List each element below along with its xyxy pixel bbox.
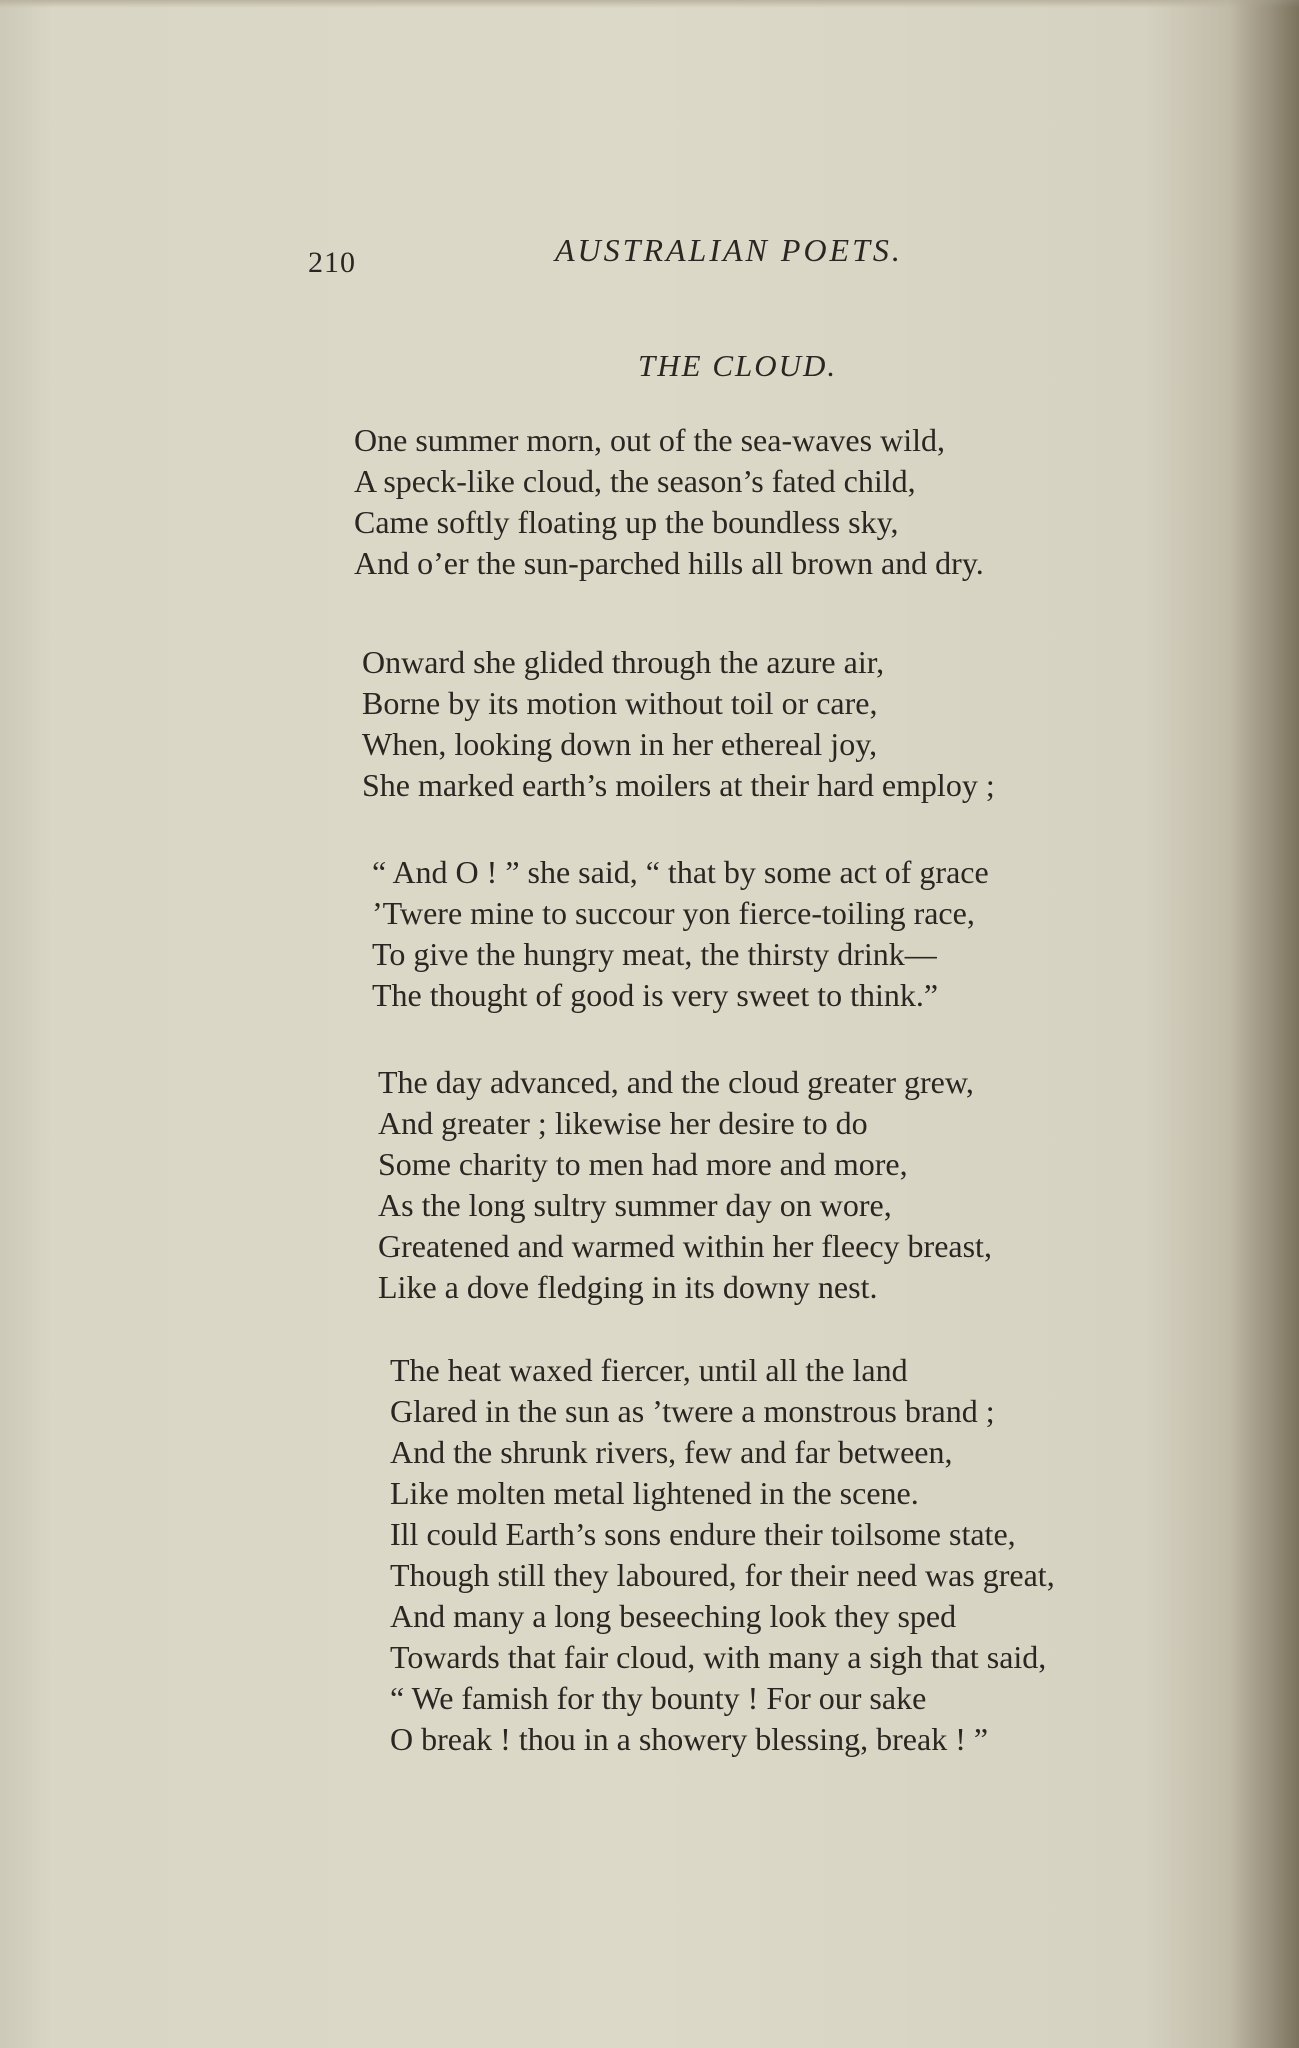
poem-line: And many a long beseeching look they sped [390, 1598, 957, 1634]
poem-line: O break ! thou in a showery blessing, break ! ” [390, 1721, 989, 1757]
poem-line: To give the hungry meat, the thirsty drink— [372, 936, 937, 972]
poem-line: Came softly floating up the boundless sky, [354, 504, 899, 540]
stanza-1 [354, 420, 984, 584]
poem-line: And o’er the sun-parched hills all brown and dry. [354, 545, 984, 581]
stanza-2 [362, 642, 995, 806]
poem-title: THE CLOUD. [638, 348, 838, 383]
stanza-5 [390, 1350, 1055, 1760]
poem-line: She marked earth’s moilers at their hard employ ; [362, 767, 995, 803]
poem-line: As the long sultry summer day on wore, [378, 1187, 892, 1223]
poem-line: When, looking down in her ethereal joy, [362, 726, 878, 762]
poem-line: Onward she glided through the azure air, [362, 644, 885, 680]
poem-line: One summer morn, out of the sea-waves wild, [354, 422, 945, 458]
poem-line: And greater ; likewise her desire to do [378, 1105, 868, 1141]
poem-line: Towards that fair cloud, with many a sigh that said, [390, 1639, 1047, 1675]
poem-line: Ill could Earth’s sons endure their toilsome state, [390, 1516, 1016, 1552]
poem-line: “ And O ! ” she said, “ that by some act of grace [372, 854, 989, 890]
poem-line: The day advanced, and the cloud greater grew, [378, 1064, 974, 1100]
poem-line: The heat waxed fiercer, until all the land [390, 1352, 908, 1388]
poem-line: ’Twere mine to succour yon fierce-toiling race, [372, 895, 975, 931]
stanza-3 [372, 852, 989, 1016]
poem-line: Glared in the sun as ’twere a monstrous brand ; [390, 1393, 995, 1429]
poem-line: Borne by its motion without toil or care, [362, 685, 878, 721]
poem-line: And the shrunk rivers, few and far between, [390, 1434, 953, 1470]
poem-line: “ We famish for thy bounty ! For our sake [390, 1680, 927, 1716]
poem-line: A speck-like cloud, the season’s fated child, [354, 463, 916, 499]
poem-line: Greatened and warmed within her fleecy breast, [378, 1228, 992, 1264]
page-number: 210 [308, 246, 356, 279]
poem-line: The thought of good is very sweet to think.” [372, 977, 939, 1013]
poem-line: Like a dove fledging in its downy nest. [378, 1269, 878, 1305]
page-top-edge [0, 0, 1299, 8]
page-gutter-shadow [1229, 0, 1299, 2048]
stanza-4 [378, 1062, 992, 1308]
poem-line: Some charity to men had more and more, [378, 1146, 908, 1182]
running-title: AUSTRALIAN POETS. [555, 232, 903, 268]
poem-line: Like molten metal lightened in the scene. [390, 1475, 919, 1511]
poem-line: Though still they laboured, for their need was great, [390, 1557, 1055, 1593]
